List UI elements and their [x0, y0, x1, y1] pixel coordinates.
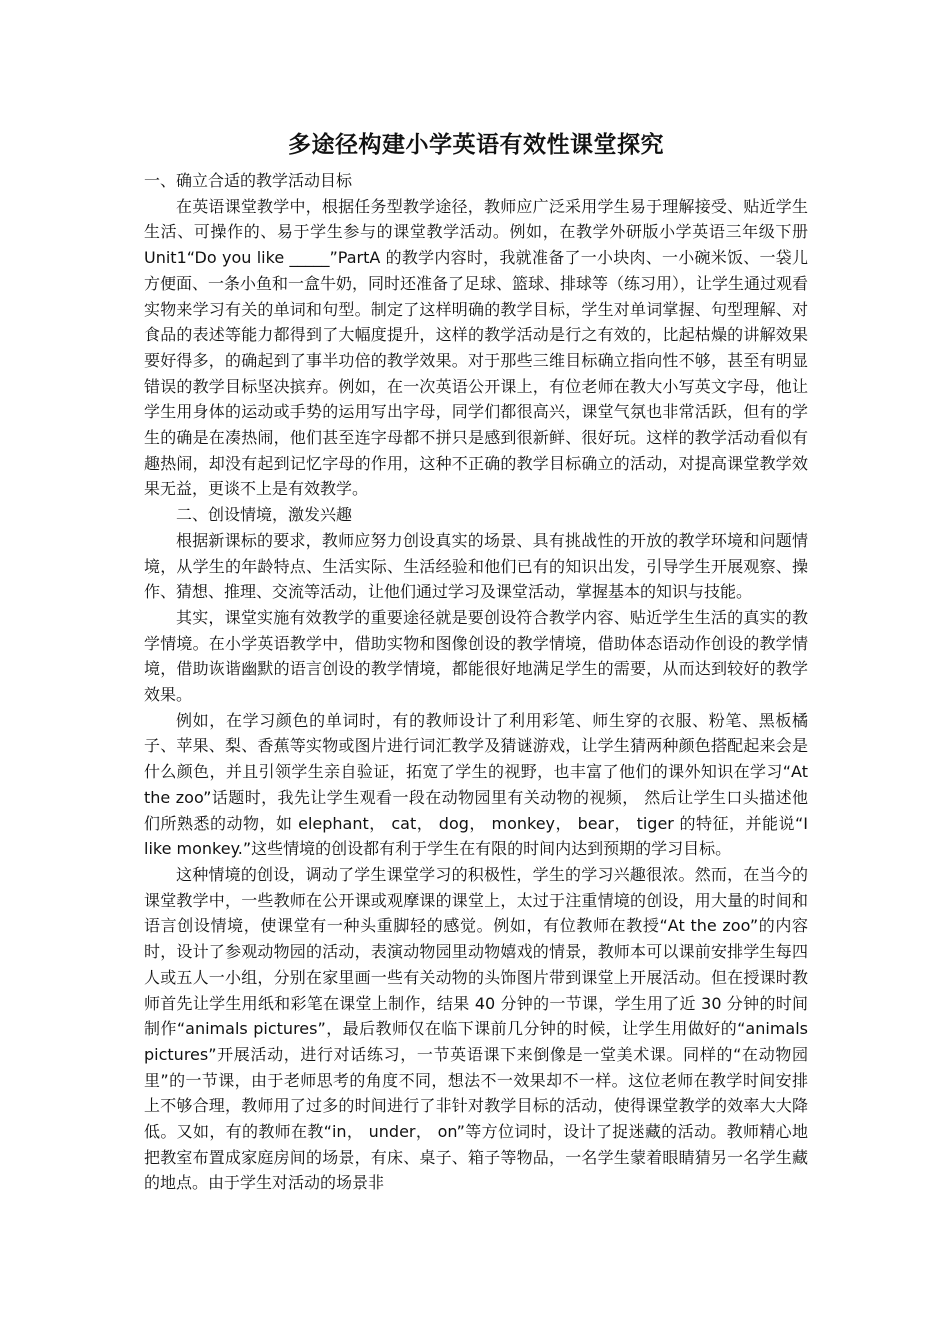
paragraph-4: 例如，在学习颜色的单词时，有的教师设计了利用彩笔、师生穿的衣服、粉笔、黑板橘子、苹果、梨、香蕉等实物或图片进行词汇教学及猜谜游戏，让学生猜两种颜色搭配起来会是什么颜色，并且引领学生亲自验证，拓宽了学生的视野，也丰富了他们的课外知识在学习“At the zoo”话题时，我先让学生观看一段在动物园里有关动物的视频， 然后让学生口头描述他们所熟悉的动物，如 elephant， cat， dog， monkey， bear， tiger 的特征，并能说“I like monkey.”这些情境的创设都有利于学生在有限的时间内达到预期的学习目标。 — [144, 710, 808, 859]
paragraph-1: 在英语课堂教学中，根据任务型教学途径，教师应广泛采用学生易于理解接受、贴近学生生活、可操作的、易于学生参与的课堂教学活动。例如，在教学外研版小学英语三年级下册 Unit1“Do you like _____”PartA 的教学内容时，我就准备了一小块肉、一小碗米饭、一袋儿方便面、一条小鱼和一盒牛奶，同时还准备了足球、篮球、排球等（练习用），让学生通过观看实物来学习有关的单词和句型。制定了这样明确的教学目标，学生对单词掌握、句型理解、对食品的表述等能力都得到了大幅度提升，这样的教学活动是行之有效的，比起枯燥的讲解效果要好得多，的确起到了事半功倍的教学效果。对于那些三维目标确立指向性不够，甚至有明显错误的教学目标坚决摈弃。例如，在一次英语公开课上，有位老师在教大小写英文字母，他让学生用身体的运动或手势的运用写出字母，同学们都很高兴，课堂气氛也非常活跃，但有的学生的确是在凑热闹，他们甚至连字母都不拼只是感到很新鲜、很好玩。这样的教学活动看似有趣热闹，却没有起到记忆字母的作用，这种不正确的教学目标确立的活动，对提高课堂教学效果无益，更谈不上是有效教学。 — [144, 196, 809, 499]
paragraph-3: 其实，课堂实施有效教学的重要途径就是要创设符合教学内容、贴近学生生活的真实的教学情境。在小学英语教学中，借助实物和图像创设的教学情境，借助体态语动作创设的教学情境，借助诙谐幽默的语言创设的教学情境，都能很好地满足学生的需要，从而达到较好的教学效果。 — [144, 607, 808, 705]
paragraph-5: 这种情境的创设，调动了学生课堂学习的积极性，学生的学习兴趣很浓。然而，在当今的课堂教学中，一些教师在公开课或观摩课的课堂上，太过于注重情境的创设，用大量的时间和语言创设情境，使课堂有一种头重脚轻的感觉。例如，有位教师在教授“At the zoo”的内容时，设计了参观动物园的活动，表演动物园里动物嬉戏的情景，教师本可以课前安排学生每四人或五人一小组，分别在家里画一些有关动物的头饰图片带到课堂上开展活动。但在授课时教师首先让学生用纸和彩笔在课堂上制作，结果 40 分钟的一节课，学生用了近 30 分钟的时间制作“animals pictures”，最后教师仅在临下课前几分钟的时候，让学生用做好的“animals pictures”开展活动，进行对话练习，一节英语课下来倒像是一堂美术课。同样的“在动物园里”的一节课，由于老师思考的角度不同，想法不一效果却不一样。这位老师在教学时间安排上不够合理，教师用了过多的时间进行了非针对教学目标的活动，使得课堂教学的效率大大降低。又如，有的教师在教“in， under， on”等方位词时，设计了捉迷藏的活动。教师精心地把教室布置成家庭房间的场景，有床、桌子、箱子等物品，一名学生蒙着眼睛猜另一名学生藏的地点。由于学生对活动的场景非 — [144, 864, 808, 1193]
section-heading-1: 一、确立合适的教学活动目标 — [144, 171, 353, 190]
paragraph-2: 根据新课标的要求，教师应努力创设真实的场景、具有挑战性的开放的教学环境和问题情境，从学生的年龄特点、生活实际、生活经验和他们已有的知识出发，引导学生开展观察、操作、猜想、推理、交流等活动，让他们通过学习及课堂活动，掌握基本的知识与技能。 — [144, 530, 808, 602]
document-page — [144, 128, 808, 1196]
document-body — [144, 168, 808, 1196]
section-heading-2: 二、创设情境，激发兴趣 — [176, 505, 353, 525]
document-title: 多途径构建小学英语有效性课堂探究 — [288, 132, 664, 158]
